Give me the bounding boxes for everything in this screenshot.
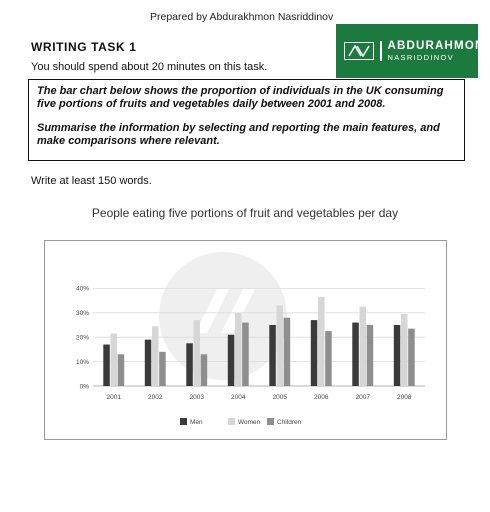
bar-men: [103, 345, 110, 386]
bar-children: [118, 354, 125, 386]
legend-swatch: [267, 418, 274, 425]
x-tick-label: 2005: [272, 394, 287, 401]
logo-mark-icon: [344, 42, 374, 60]
y-tick-label: 30%: [75, 310, 89, 318]
legend-label: Men: [190, 419, 203, 426]
bar-women: [152, 326, 159, 386]
y-tick-label: 10%: [75, 358, 89, 366]
bar-men: [311, 320, 318, 386]
logo-name-last: NASRIDDINOV: [387, 53, 454, 62]
brand-logo: [336, 24, 485, 78]
bar-women: [401, 314, 408, 386]
time-instruction: You should spend about 20 minutes on this task.: [31, 61, 268, 73]
bar-women: [111, 334, 118, 386]
bar-women: [194, 320, 201, 386]
bar-women: [277, 305, 284, 386]
legend-label: Children: [277, 419, 302, 426]
chart-title: People eating five portions of fruit and vegetables per day: [91, 206, 399, 220]
bar-children: [242, 323, 249, 386]
logo-divider: [380, 41, 382, 61]
task-prompt: The bar chart below shows the proportion of individuals in the UK consuming five portions of fruits and vegetables daily between 2001 and 2008.: [37, 85, 444, 110]
x-tick-label: 2001: [106, 394, 121, 401]
logo-name-first: ABDURAHMON: [387, 39, 485, 52]
prepared-by-text: Prepared by Abdurakhmon Nasriddinov: [150, 11, 334, 23]
bar-men: [352, 323, 359, 386]
bar-women: [235, 313, 242, 386]
word-count-instruction: Write at least 150 words.: [31, 175, 152, 187]
bar-children: [201, 354, 208, 386]
bar-men: [145, 340, 152, 386]
y-tick-label: 40%: [75, 285, 89, 293]
x-tick-label: 2004: [231, 394, 246, 401]
bar-children: [408, 329, 415, 386]
y-tick-label: 0%: [79, 383, 89, 391]
legend-swatch: [228, 418, 235, 425]
x-tick-label: 2008: [397, 394, 412, 401]
bar-men: [186, 343, 193, 386]
logo-text: [388, 41, 485, 62]
legend-label: Women: [238, 419, 261, 426]
bar-men: [394, 325, 401, 386]
bar-chart: [44, 240, 447, 440]
watermark-logo: [159, 252, 287, 380]
chart-canvas: [45, 241, 448, 441]
bar-men: [269, 325, 276, 386]
bar-children: [367, 325, 374, 386]
task-prompt-box: [28, 79, 465, 161]
x-tick-label: 2007: [355, 394, 370, 401]
y-tick-label: 20%: [75, 334, 89, 342]
bar-women: [318, 297, 325, 386]
x-tick-label: 2006: [314, 394, 329, 401]
bar-women: [360, 307, 367, 386]
bar-children: [325, 331, 332, 386]
task-instruction: Summarise the information by selecting and reporting the main features, and make comparisons where relevant.: [37, 122, 440, 147]
bar-children: [159, 352, 166, 386]
bar-men: [228, 335, 235, 386]
x-tick-label: 2002: [148, 394, 163, 401]
legend-swatch: [180, 418, 187, 425]
task-title: WRITING TASK 1: [31, 40, 137, 54]
x-tick-label: 2003: [189, 394, 204, 401]
bar-children: [284, 318, 291, 386]
